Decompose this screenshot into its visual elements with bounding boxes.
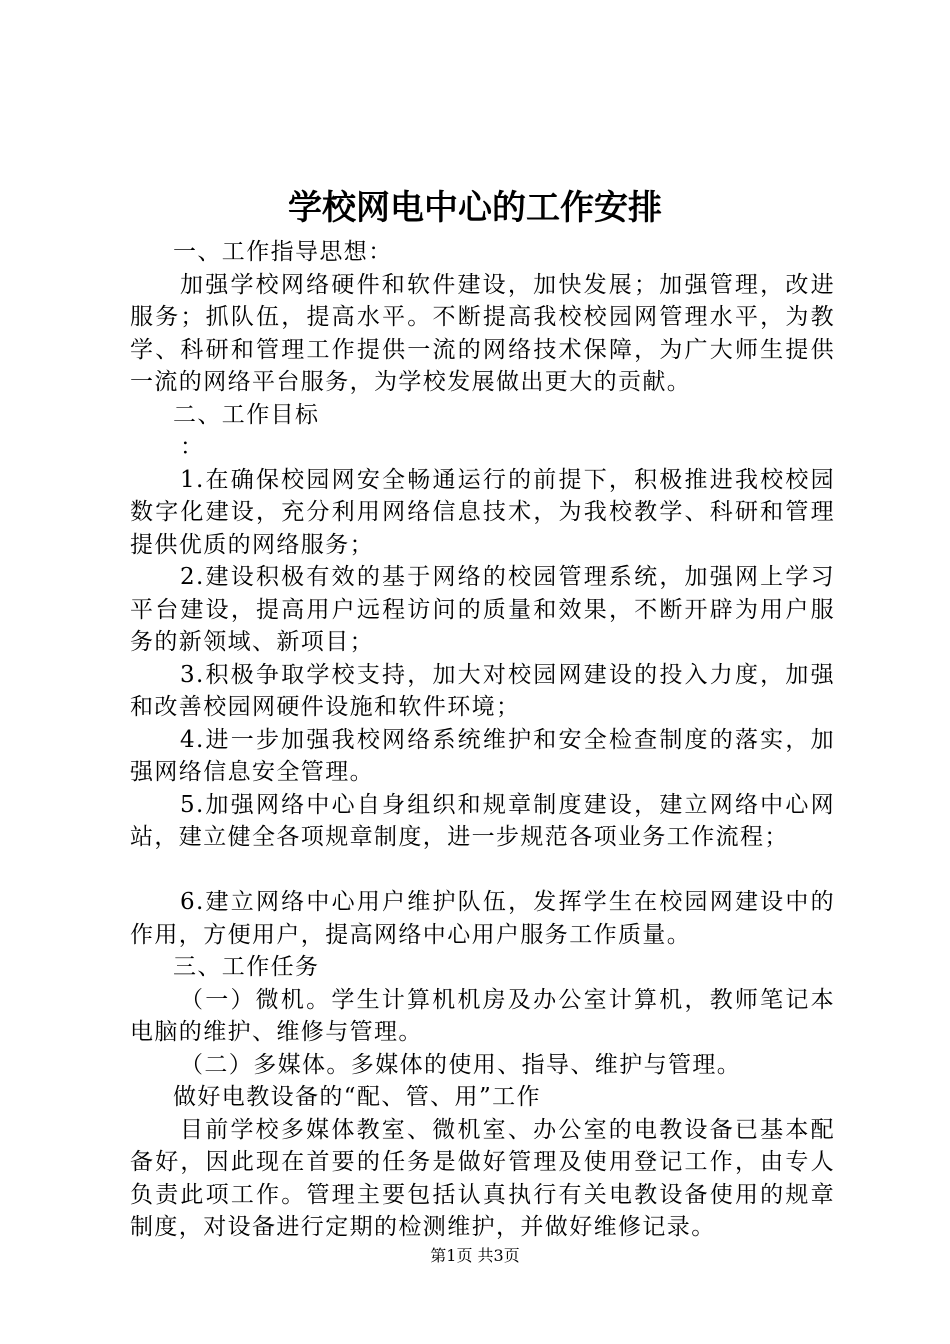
task-item-microcomputer: （一）微机。学生计算机机房及办公室计算机，教师笔记本电脑的维护、维修与管理。	[130, 986, 835, 1045]
paragraph-guiding-thought: 加强学校网络硬件和软件建设，加快发展；加强管理，改进服务；抓队伍，提高水平。不断提高我校校园网管理水平，为教学、科研和管理工作提供一流的网络技术保障，为广大师生提供一流的网络平台服务，为学校发展做出更大的贡献。	[130, 271, 835, 395]
goal-item-3: 3.积极争取学校支持，加大对校园网建设的投入力度，加强和改善校园网硬件设施和软件环境；	[130, 661, 835, 720]
subheading-equipment: 做好电教设备的“配、管、用”工作	[173, 1084, 541, 1110]
section-heading-guiding-thought: 一、工作指导思想：	[173, 239, 393, 265]
blank-line	[130, 854, 835, 887]
paragraph-equipment: 目前学校多媒体教室、微机室、办公室的电教设备已基本配备好，因此现在首要的任务是做好管理及使用登记工作，由专人负责此项工作。管理主要包括认真执行有关电教设备使用的规章制度，对设备进行定期的检测维护，并做好维修记录。	[130, 1116, 835, 1240]
goal-item-6: 6.建立网络中心用户维护队伍，发挥学生在校园网建设中的作用，方便用户，提高网络中心用户服务工作质量。	[130, 889, 835, 948]
section-heading-work-tasks: 三、工作任务	[173, 954, 320, 980]
task-item-multimedia: （二）多媒体。多媒体的使用、指导、维护与管理。	[180, 1051, 742, 1078]
goal-item-4: 4.进一步加强我校网络系统维护和安全检查制度的落实，加强网络信息安全管理。	[130, 726, 835, 785]
paragraph-colon: ：	[180, 434, 205, 460]
goal-item-5: 5.加强网络中心自身组织和规章制度建设，建立网络中心网站，建立健全各项规章制度，进一步规范各项业务工作流程；	[130, 791, 835, 850]
section-heading-work-goals: 二、工作目标	[173, 401, 320, 428]
document-body	[130, 236, 835, 1244]
goal-item-1: 1.在确保校园网安全畅通运行的前提下，积极推进我校校园数字化建设，充分利用网络信息技术，为我校教学、科研和管理提供优质的网络服务；	[130, 466, 835, 558]
document-title: 学校网电中心的工作安排	[288, 188, 662, 228]
page-number-footer: 第1页 共3页	[430, 1246, 520, 1265]
goal-item-2: 2.建设积极有效的基于网络的校园管理系统，加强网上学习平台建设，提高用户远程访问的质量和效果，不断开辟为用户服务的新领域、新项目；	[130, 564, 835, 655]
